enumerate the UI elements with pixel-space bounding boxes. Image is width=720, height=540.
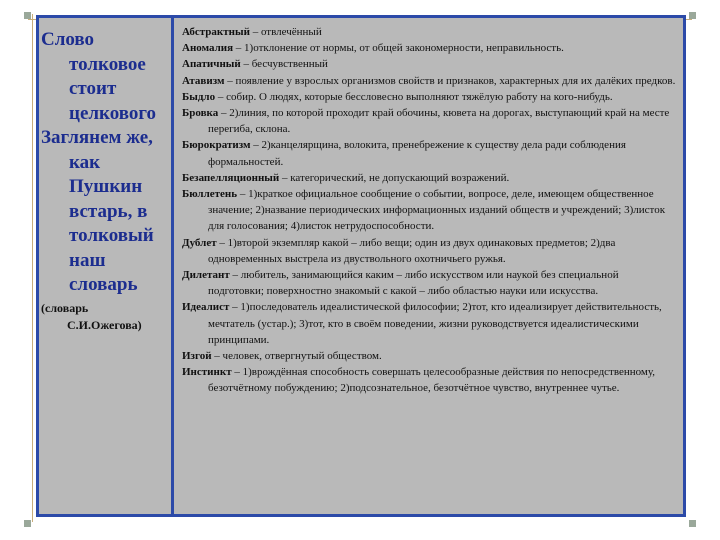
entry-definition: – 1)отклонение от нормы, от общей закономерности, неправильность.: [233, 42, 564, 55]
epigraph: [39, 18, 171, 298]
dictionary-source: [39, 300, 171, 334]
epigraph-line: целкового: [69, 102, 157, 124]
epigraph-line: Заглянем же,: [41, 127, 153, 148]
epigraph-line: как: [69, 151, 101, 173]
entry-definition: – 1)последователь идеалистической философии; 2)тот, кто идеализирует действительность, мечтатель (устар.); 3)тот, кто в своём поведении, жизни руководствуется идеалистическими принципами.: [208, 301, 662, 346]
epigraph-line: Слово: [41, 29, 95, 50]
entry-definition: – 2)канцелярщина, волокита, пренебрежение к существу дела ради соблюдения формальностей.: [208, 139, 626, 168]
corner-marker-bottom-right: [689, 520, 696, 527]
epigraph-line: толковое: [69, 53, 146, 75]
entry-definition: – отвлечённый: [249, 26, 322, 38]
entry-term: Абстрактный: [182, 26, 250, 38]
entry-definition: – 1)врождённая способность совершать целесообразные действия по непосредственному, безотчётному побуждению; 2)подсознательное, безотчётное чувство, внутреннее чутье.: [208, 366, 656, 395]
dictionary-entry: [182, 40, 677, 56]
entry-definition: – собир. О людях, которые бессловесно выполняют тяжёлую работу на кого-нибудь.: [215, 90, 613, 103]
entry-term: Изгой: [182, 350, 212, 363]
entry-term: Инстинкт: [182, 366, 232, 379]
dictionary-entry: [182, 267, 677, 299]
dictionary-entry: [182, 235, 677, 267]
dictionary-entry: [182, 299, 677, 348]
entry-term: Бюллетень: [182, 188, 238, 201]
entry-term: Аномалия: [182, 42, 234, 55]
decor-line-left: [32, 14, 33, 522]
entry-definition: – категорический, не допускающий возражений.: [279, 171, 510, 184]
dictionary-entry: [182, 137, 677, 169]
entry-term: Быдло: [182, 90, 216, 103]
entry-definition: – бесчувственный: [240, 58, 328, 71]
dictionary-entry: [182, 348, 677, 364]
entry-definition: – любитель, занимающийся каким – либо искусством или наукой без специальной подготовки; поверхностно знакомый с какой – либо областью науки или искусства.: [208, 269, 619, 298]
entry-term: Идеалист: [182, 301, 230, 314]
epigraph-line: встарь, в: [69, 200, 148, 222]
dictionary-entry: [182, 105, 677, 137]
entry-definition: – 2)линия, по которой проходит край обочины, кювета на дорогах, выступающий край на месте перегиба, склона.: [208, 107, 670, 136]
entry-term: Бровка: [182, 107, 219, 120]
corner-marker-top-left: [24, 12, 31, 19]
epigraph-line: словарь: [69, 274, 138, 295]
entry-definition: – человек, отвергнутый обществом.: [211, 350, 382, 363]
dictionary-entry: [182, 89, 677, 105]
entry-term: Атавизм: [182, 74, 225, 87]
dictionary-entry: [182, 186, 677, 235]
dictionary-entries: [174, 18, 683, 514]
dictionary-entry: [182, 73, 677, 89]
entry-term: Безапелляционный: [182, 171, 280, 184]
left-panel: [39, 18, 171, 514]
dictionary-entry: [182, 56, 677, 72]
entry-term: Дилетант: [182, 269, 230, 282]
entry-term: Дублет: [182, 236, 217, 249]
dictionary-entry: [182, 364, 677, 396]
source-line: (словарь: [41, 300, 89, 315]
entry-definition: – появление у взрослых организмов свойств и признаков, характерных для их далёких предков.: [224, 74, 676, 87]
epigraph-line: Пушкин: [69, 176, 143, 197]
entry-definition: – 1)краткое официальное сообщение о событии, вопросе, деле, имеющем общественное значение; 2)название периодических информационных изданий обществ и учреждений; 3)листок для голосования; 4)листок нетрудоспособности.: [208, 188, 666, 233]
source-line: С.И.Ожегова): [67, 317, 142, 332]
dictionary-entry: [182, 24, 677, 40]
entry-definition: – 1)второй экземпляр какой – либо вещи; один из двух одинаковых предметов; 2)два одновременных выстрела из двуствольного охотничьего ружья.: [208, 236, 616, 265]
epigraph-line: наш: [69, 249, 106, 271]
epigraph-line: стоит: [69, 78, 117, 99]
corner-marker-bottom-left: [24, 520, 31, 527]
epigraph-line: толковый: [69, 225, 154, 246]
entry-term: Бюрократизм: [182, 139, 251, 152]
entry-term: Апатичный: [182, 58, 241, 71]
dictionary-entry: [182, 170, 677, 186]
corner-marker-top-right: [689, 12, 696, 19]
